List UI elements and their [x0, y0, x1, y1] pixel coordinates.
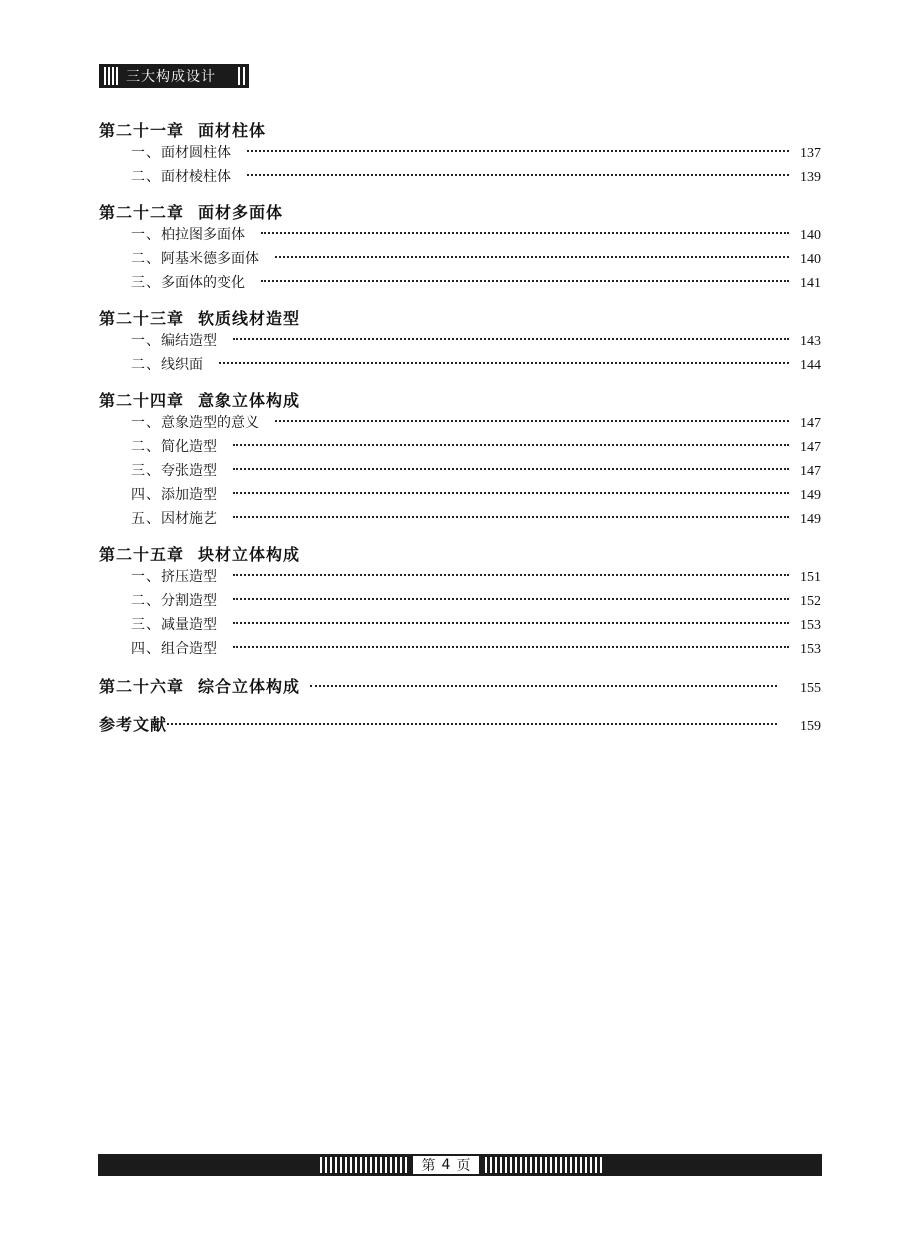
book-title: 三大构成设计	[126, 69, 216, 85]
page-number: 152	[800, 594, 821, 609]
dot-leader	[233, 492, 789, 494]
section-number: 一、	[131, 145, 161, 161]
chapter-number: 第二十三章	[99, 309, 185, 328]
section-number: 一、	[131, 333, 161, 349]
chapter-heading[interactable]	[99, 200, 821, 224]
chapter-number: 第二十二章	[99, 203, 185, 222]
header-stripes	[99, 64, 120, 88]
section-title: 分割造型	[161, 593, 217, 609]
dot-leader	[310, 685, 777, 687]
chapter-title: 意象立体构成	[198, 391, 301, 410]
dot-leader	[219, 362, 789, 364]
section-number: 二、	[131, 357, 161, 373]
dot-leader	[233, 598, 789, 600]
page-number: 139	[800, 170, 821, 185]
footer-page-label	[413, 1156, 480, 1174]
toc-entry[interactable]	[99, 484, 821, 508]
section-title: 面材棱柱体	[161, 169, 231, 185]
chapter-title: 面材多面体	[198, 203, 284, 222]
page-number: 153	[800, 642, 821, 657]
footer-stripes-left	[319, 1154, 409, 1176]
section-title: 编结造型	[161, 333, 217, 349]
chapter-heading[interactable]	[99, 542, 821, 566]
section-number: 二、	[131, 593, 161, 609]
dot-leader	[247, 150, 789, 152]
section-number: 三、	[131, 463, 161, 479]
dot-leader	[233, 338, 789, 340]
dot-leader	[233, 444, 789, 446]
footer-center	[326, 1154, 596, 1176]
toc-entry[interactable]	[99, 142, 821, 166]
section-number: 一、	[131, 227, 161, 243]
chapter-heading[interactable]	[99, 306, 821, 330]
section-title: 挤压造型	[161, 569, 217, 585]
section-title: 简化造型	[161, 439, 217, 455]
toc-entry[interactable]	[99, 614, 821, 638]
section-title: 多面体的变化	[161, 275, 245, 291]
toc-entry[interactable]	[99, 224, 821, 248]
toc-entry[interactable]	[99, 460, 821, 484]
section-number: 五、	[131, 511, 161, 527]
toc-entry[interactable]	[99, 248, 821, 272]
section-number: 二、	[131, 439, 161, 455]
section-number: 一、	[131, 415, 161, 431]
section-title: 因材施艺	[161, 511, 217, 527]
header-end-stripes	[235, 64, 249, 88]
page-number: 137	[800, 146, 821, 161]
running-header	[99, 64, 249, 88]
page-number: 153	[800, 618, 821, 633]
toc-entry[interactable]	[99, 354, 821, 378]
section-title: 阿基米德多面体	[161, 251, 259, 267]
chapter-title: 块材立体构成	[198, 545, 301, 564]
section-title: 减量造型	[161, 617, 217, 633]
page-number: 149	[800, 512, 821, 527]
page-number: 4	[441, 1157, 451, 1173]
toc-entry[interactable]	[99, 166, 821, 190]
chapter-title: 综合立体构成	[198, 677, 301, 696]
chapter-heading-26[interactable]	[99, 674, 821, 698]
page-prefix: 第	[421, 1158, 436, 1174]
toc-entry[interactable]	[99, 590, 821, 614]
section-title: 添加造型	[161, 487, 217, 503]
section-title: 夸张造型	[161, 463, 217, 479]
chapter-number: 第二十四章	[99, 391, 185, 410]
section-number: 四、	[131, 641, 161, 657]
dot-leader	[261, 280, 789, 282]
section-title: 意象造型的意义	[161, 415, 259, 431]
dot-leader	[233, 622, 789, 624]
chapter-number: 第二十五章	[99, 545, 185, 564]
section-number: 三、	[131, 617, 161, 633]
page-number: 140	[800, 228, 821, 243]
dot-leader	[167, 723, 777, 725]
chapter-title: 软质线材造型	[198, 309, 301, 328]
page-footer	[98, 1154, 822, 1176]
dot-leader	[275, 420, 789, 422]
references-title: 参考文献	[99, 715, 168, 734]
chapter-title: 面材柱体	[198, 121, 267, 140]
footer-stripes-right	[483, 1154, 603, 1176]
page-number: 147	[800, 464, 821, 479]
page-number: 143	[800, 334, 821, 349]
dot-leader	[233, 574, 789, 576]
dot-leader	[233, 516, 789, 518]
section-number: 二、	[131, 169, 161, 185]
page-number: 159	[800, 719, 821, 734]
toc-entry[interactable]	[99, 566, 821, 590]
references-entry[interactable]	[99, 712, 821, 736]
toc-entry[interactable]	[99, 272, 821, 296]
table-of-contents	[99, 118, 821, 736]
toc-entry[interactable]	[99, 412, 821, 436]
dot-leader	[233, 468, 789, 470]
chapter-heading[interactable]	[99, 118, 821, 142]
page-number: 141	[800, 276, 821, 291]
page-number: 144	[800, 358, 821, 373]
chapter-heading[interactable]	[99, 388, 821, 412]
section-title: 面材圆柱体	[161, 145, 231, 161]
section-title: 线织面	[161, 357, 203, 373]
section-title: 柏拉图多面体	[161, 227, 245, 243]
section-number: 四、	[131, 487, 161, 503]
chapter-number: 第二十一章	[99, 121, 185, 140]
page-number: 147	[800, 416, 821, 431]
page-number: 151	[800, 570, 821, 585]
dot-leader	[275, 256, 789, 258]
toc-entry[interactable]	[99, 508, 821, 532]
toc-entry[interactable]	[99, 436, 821, 460]
dot-leader	[233, 646, 789, 648]
dot-leader	[247, 174, 789, 176]
section-number: 二、	[131, 251, 161, 267]
dot-leader	[261, 232, 789, 234]
page-number: 147	[800, 440, 821, 455]
toc-entry[interactable]	[99, 638, 821, 662]
page-number: 140	[800, 252, 821, 267]
section-number: 三、	[131, 275, 161, 291]
page-suffix: 页	[456, 1158, 471, 1174]
page-number: 155	[800, 681, 821, 696]
section-number: 一、	[131, 569, 161, 585]
chapter-number: 第二十六章	[99, 677, 185, 696]
toc-entry[interactable]	[99, 330, 821, 354]
section-title: 组合造型	[161, 641, 217, 657]
page-number: 149	[800, 488, 821, 503]
